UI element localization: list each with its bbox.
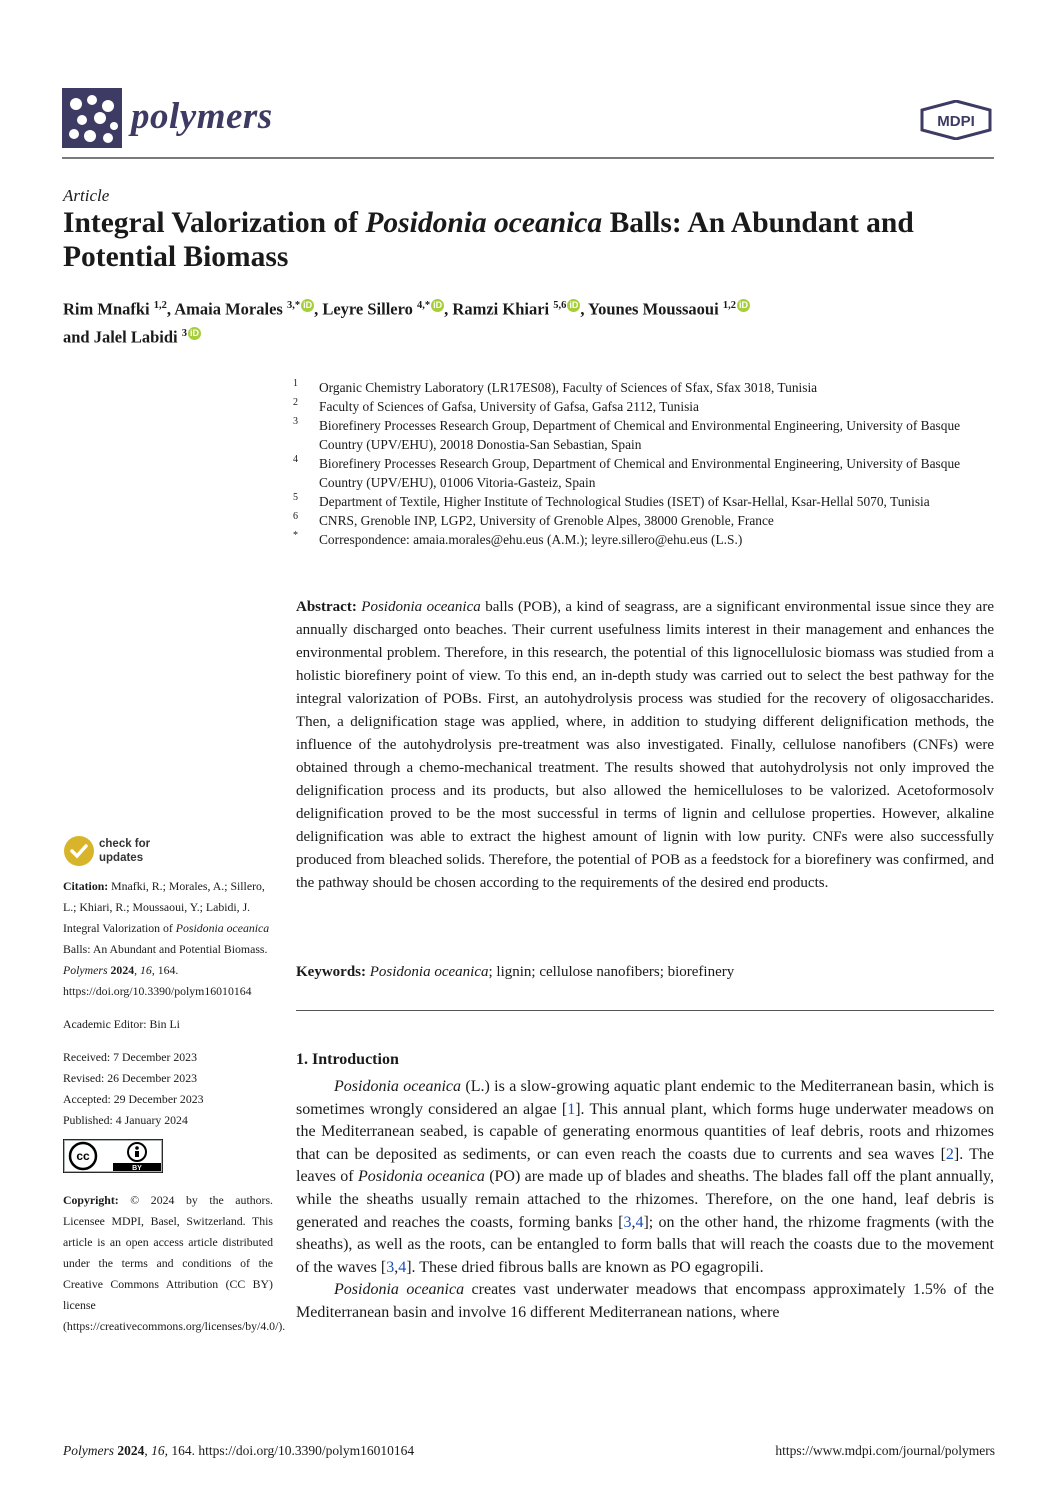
check-updates-icon [63,835,95,867]
journal-name: polymers [131,96,273,137]
citation-link[interactable]: 3 [623,1213,632,1231]
received-date: Received: 7 December 2023 [63,1050,197,1064]
introduction-body [296,1076,994,1325]
citation: Citation: Mnafki, R.; Morales, A.; Sillero, L.; Khiari, R.; Moussaoui, Y.; Labidi, J. Integral Valorization of Posidonia oceanica Balls: An Abundant and Potential Biomass. Polymers 2024, 16, 164. https://doi.org/10.3390/polym16010164 [63,879,270,998]
affiliation-number: * [293,530,298,541]
section-divider [296,1010,994,1011]
affiliation-item [293,492,993,511]
svg-text:BY: BY [132,1165,142,1172]
affiliation-number: 3 [293,416,298,427]
author-name: Leyre Sillero [322,299,413,319]
orcid-icon[interactable]: iD [190,327,199,338]
affiliation-number: 1 [293,378,298,389]
author-affiliation-sup: 5,6 [553,300,567,311]
section-heading: 1. Introduction [296,1051,399,1068]
affiliation-number: 4 [293,454,298,465]
affiliation-text: Organic Chemistry Laboratory (LR17ES08), Faculty of Sciences of Sfax, Sfax 3018, Tunisia [319,380,818,395]
citation-link[interactable]: 3 [386,1258,395,1276]
affiliation-number: 2 [293,397,298,408]
revised-date: Revised: 26 December 2023 [63,1071,197,1085]
paragraph: Posidonia oceanica (L.) is a slow-growing aquatic plant endemic to the Mediterranean basin, which is sometimes wrongly considered an algae [1]. This annual plant, which forms huge underwater meadows on the Mediterranean seabed, is capable of generating enormous quantities of leaf debris, roots and rhizomes that can be deposited as sediments, or can even reach the coasts due to currents and sea waves [2]. The leaves of Posidonia oceanica (PO) are made up of blades and sheaths. The blades fall off the plant annually, while the sheaths usually remain attached to the rhizomes. Therefore, on the one hand, leaf debris is generated and reaches the coasts, forming banks [3,4]; on the other hand, the rhizome fragments (with the sheaths), as well as the roots, can be entangled to form balls that will reach the coasts due to the movement of the waves [3,4]. These dried fibrous balls are known as PO egagropili. [296,1078,995,1276]
affiliation-item [293,416,993,454]
affiliation-item [293,530,993,549]
affiliation-text: Department of Textile, Higher Institute of Technological Studies (ISET) of Ksar-Hellal, Ksar-Hellal 5070, Tunisia [319,494,930,509]
affiliation-number: 5 [293,492,298,503]
paragraph: Posidonia oceanica creates vast underwater meadows that encompass approximately 1.5% of the Mediterranean basin and involve 16 different Mediterranean nations, where [296,1281,994,1321]
paper-title: Integral Valorization of Posidonia oceanica Balls: An Abundant and Potential Biomass [63,207,914,273]
author-list: Rim Mnafki $^{1,2}$, Amaia Morales $^{3,*}$ iD , Leyre Sillero $^{4,*}$ iD , Ramzi Khiari $^{5,6}$ iD , Younes Moussaoui $^{1,2}$ iD and Jalel Labidi $^3$ iD [63,299,748,346]
affiliation-item [293,397,993,416]
copyright-notice: Copyright: © 2024 by the authors. Licensee MDPI, Basel, Switzerland. This article is an open access article distributed under the terms and conditions of the Creative Commons Attribution (CC BY) license (https://creativecommons.org/licenses/by/4.0/). [63,1193,286,1333]
academic-editor: Academic Editor: Bin Li [63,1017,180,1031]
citation-link[interactable]: 4 [635,1213,644,1231]
article-sidebar [63,876,286,1337]
author-name: and Jalel Labidi [63,327,178,346]
orcid-icon[interactable]: iD [303,300,313,310]
polymers-logo-icon [62,88,122,148]
author-affiliation-sup: 3,* [286,300,301,311]
author-affiliation-sup: 3 [181,327,187,339]
mdpi-logo-icon[interactable] [918,100,994,140]
svg-text:MDPI: MDPI [937,113,975,130]
check-for-updates-button[interactable]: check for updates [63,835,183,871]
affiliation-text: Correspondence: amaia.morales@ehu.eus (A.M.); leyre.sillero@ehu.eus (L.S.) [319,532,743,547]
citation-link[interactable]: 1 [567,1100,576,1118]
author-name: Amaia Morales [174,299,283,319]
svg-text:cc: cc [76,1149,90,1163]
affiliations [293,378,993,549]
affiliation-text: Biorefinery Processes Research Group, Department of Chemical and Environmental Engineering, University of Basque Country (UPV/EHU), 01006 Vitoria-Gasteiz, Spain [319,456,961,490]
journal-url-link[interactable]: https://www.mdpi.com/journal/polymers [775,1443,995,1458]
published-date: Published: 4 January 2024 [63,1113,188,1127]
cc-by-license-icon[interactable] [63,1139,163,1173]
affiliation-item [293,511,993,530]
footer-citation: Polymers 2024, 16, 164. https://doi.org/10.3390/polym16010164 [63,1443,415,1458]
orcid-icon[interactable]: iD [433,300,443,310]
affiliation-text: Faculty of Sciences of Gafsa, University of Gafsa, Gafsa 2112, Tunisia [319,399,699,414]
author-affiliation-sup: 1,2 [153,300,167,311]
affiliation-text: CNRS, Grenoble INP, LGP2, University of Grenoble Alpes, 38000 Grenoble, France [319,513,774,528]
author-affiliation-sup: 1,2 [722,300,736,311]
affiliation-number: 6 [293,511,298,522]
header-divider [62,157,994,159]
keywords: Keywords: Posidonia oceanica; lignin; cellulose nanofibers; biorefinery [296,964,735,980]
affiliation-text: Biorefinery Processes Research Group, Department of Chemical and Environmental Engineering, University of Basque Country (UPV/EHU), 20018 Donostia-San Sebastian, Spain [319,418,961,452]
article-type: Article [63,186,110,205]
abstract: Abstract: Posidonia oceanica balls (POB), a kind of seagrass, are a significant environmental issue since they are annually discharged onto beaches. Their current usefulness limits interest in their management and enhances the environmental problem. Therefore, in this research, the potential of this lignocellulosic biomass was studied from a holistic biorefinery point of view. To this end, an in-depth study was carried out to select the best pathway for the integral valorization of POBs. First, an autohydrolysis process was studied for the recovery of oligosaccharides. Then, a delignification stage was applied, where, in addition to studying different delignification methods, the influence of the autohydrolysis pre-treatment was also investigated. Finally, cellulose nanofibers (CNFs) were obtained through a chemo-mechanical treatment. The results showed that autohydrolysis not only improved the delignification process and its products, but also allowed the hemicelluloses to be valorized. Acetoformosolv delignification proved to be the most successful in terms of lignin and cellulose properties. However, alkaline delignification was able to extract the highest amount of lignin with low purity. CNFs were also successfully produced from bleached solids. Therefore, the potential of POB as a feedstock for a biorefinery was confirmed, and the pathway should be chosen according to the requirements of the desired end products. [296,599,994,891]
citation-link[interactable]: 4 [398,1258,407,1276]
affiliation-item [293,454,993,492]
author-name: Ramzi Khiari [452,299,550,319]
author-name: Rim Mnafki [63,299,150,319]
author-name: Younes Moussaoui [588,299,719,319]
orcid-icon[interactable]: iD [569,300,579,310]
affiliation-item [293,378,993,397]
accepted-date: Accepted: 29 December 2023 [63,1092,204,1106]
citation-link[interactable]: 2 [945,1145,954,1163]
orcid-icon[interactable]: iD [738,300,748,310]
author-affiliation-sup: 4,* [417,300,431,311]
